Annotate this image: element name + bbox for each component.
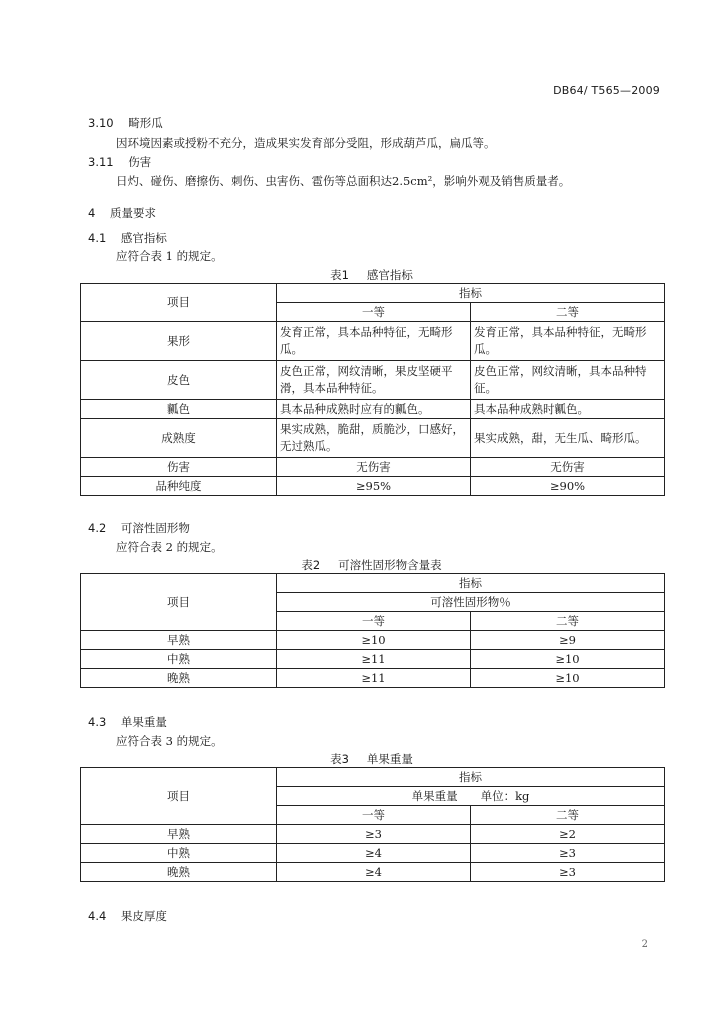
row-item: 皮色 <box>81 361 277 400</box>
section-title: 感官指标 <box>120 231 167 245</box>
row-grade-2: ≥3 <box>471 844 665 863</box>
row-grade-1: 皮色正常，网纹清晰，果皮坚硬平滑，具本品种特征。 <box>277 361 471 400</box>
row-grade-1: 无伤害 <box>277 458 471 477</box>
caption-title: 感官指标 <box>366 268 413 282</box>
table-2-caption <box>80 557 663 573</box>
section-number: 3.10 <box>88 116 114 130</box>
table-row <box>81 844 665 863</box>
row-grade-2: 果实成熟，甜，无生瓜、畸形瓜。 <box>471 419 665 458</box>
header-item: 项目 <box>81 768 277 825</box>
row-item: 品种纯度 <box>81 477 277 496</box>
header-grade-2: 二等 <box>471 806 665 825</box>
table-1-sensory <box>80 283 665 496</box>
table-row <box>81 650 665 669</box>
table-1-caption <box>80 267 663 283</box>
table-row <box>81 361 665 400</box>
row-grade-1: ≥95% <box>277 477 471 496</box>
table-2-soluble-solids <box>80 573 665 688</box>
section-4-3-text: 应符合表 3 的规定。 <box>116 734 223 748</box>
header-item: 项目 <box>81 574 277 631</box>
row-grade-2: 发育正常，具本品种特征，无畸形瓜。 <box>471 322 665 361</box>
row-grade-1: 果实成熟，脆甜，质脆沙，口感好，无过熟瓜。 <box>277 419 471 458</box>
header-grade-2: 二等 <box>471 612 665 631</box>
section-4-3-heading <box>88 714 167 730</box>
row-item: 晚熟 <box>81 669 277 688</box>
row-item: 早熟 <box>81 825 277 844</box>
row-item: 果形 <box>81 322 277 361</box>
table-3-caption <box>80 751 663 767</box>
header-grade-1: 一等 <box>277 303 471 322</box>
row-item: 瓤色 <box>81 400 277 419</box>
row-grade-1: 发育正常，具本品种特征，无畸形瓜。 <box>277 322 471 361</box>
section-3-11-text: 日灼、碰伤、磨擦伤、刺伤、虫害伤、雹伤等总面积达2.5cm²，影响外观及销售质量者。 <box>116 174 571 188</box>
section-4-1-text: 应符合表 1 的规定。 <box>116 249 223 263</box>
row-item: 中熟 <box>81 650 277 669</box>
section-title: 伤害 <box>128 155 152 169</box>
section-4-1-heading <box>88 230 167 246</box>
table-row <box>81 458 665 477</box>
section-3-10-text: 因环境因素或授粉不充分，造成果实发育部分受阻，形成葫芦瓜，扁瓜等。 <box>116 136 496 150</box>
table-row <box>81 669 665 688</box>
header-subindex: 可溶性固形物％ <box>277 593 665 612</box>
section-title: 质量要求 <box>109 206 156 220</box>
header-subindex: 单果重量 单位：kg <box>277 787 665 806</box>
header-grade-1: 一等 <box>277 806 471 825</box>
section-4-4-heading <box>88 908 167 924</box>
page-number: 2 <box>641 939 648 950</box>
table-row <box>81 825 665 844</box>
caption-number: 表1 <box>330 268 349 282</box>
row-grade-2: ≥90% <box>471 477 665 496</box>
header-index: 指标 <box>277 574 665 593</box>
caption-number: 表3 <box>330 752 349 766</box>
section-number: 4.1 <box>88 231 107 245</box>
row-grade-2: ≥10 <box>471 669 665 688</box>
header-index: 指标 <box>277 284 665 303</box>
section-number: 4.4 <box>88 909 107 923</box>
row-grade-1: ≥4 <box>277 863 471 882</box>
section-number: 3.11 <box>88 155 114 169</box>
section-title: 可溶性固形物 <box>120 521 190 535</box>
table-row <box>81 419 665 458</box>
row-grade-2: ≥2 <box>471 825 665 844</box>
header-grade-1: 一等 <box>277 612 471 631</box>
row-grade-2: ≥9 <box>471 631 665 650</box>
section-title: 单果重量 <box>120 715 167 729</box>
row-grade-2: ≥10 <box>471 650 665 669</box>
section-number: 4 <box>88 206 96 220</box>
row-grade-1: ≥10 <box>277 631 471 650</box>
row-grade-1: ≥11 <box>277 669 471 688</box>
section-number: 4.2 <box>88 521 107 535</box>
header-item: 项目 <box>81 284 277 322</box>
section-4-2-heading <box>88 520 190 536</box>
table-row <box>81 400 665 419</box>
row-grade-1: ≥11 <box>277 650 471 669</box>
row-grade-2: 具本品种成熟时瓤色。 <box>471 400 665 419</box>
table-row <box>81 631 665 650</box>
section-title: 畸形瓜 <box>128 116 163 130</box>
header-index: 指标 <box>277 768 665 787</box>
table-row <box>81 863 665 882</box>
row-grade-2: 皮色正常，网纹清晰，具本品种特征。 <box>471 361 665 400</box>
section-number: 4.3 <box>88 715 107 729</box>
table-3-single-fruit-weight <box>80 767 665 882</box>
section-3-10-heading <box>88 115 163 131</box>
row-item: 晚熟 <box>81 863 277 882</box>
section-4-heading <box>88 205 156 221</box>
row-grade-1: ≥3 <box>277 825 471 844</box>
section-4-2-text: 应符合表 2 的规定。 <box>116 540 223 554</box>
row-grade-2: ≥3 <box>471 863 665 882</box>
row-item: 成熟度 <box>81 419 277 458</box>
caption-title: 单果重量 <box>366 752 413 766</box>
row-grade-2: 无伤害 <box>471 458 665 477</box>
row-grade-1: 具本品种成熟时应有的瓤色。 <box>277 400 471 419</box>
section-title: 果皮厚度 <box>120 909 167 923</box>
table-row <box>81 477 665 496</box>
caption-title: 可溶性固形物含量表 <box>338 558 442 572</box>
caption-number: 表2 <box>301 558 321 572</box>
section-3-11-heading <box>88 154 151 170</box>
header-grade-2: 二等 <box>471 303 665 322</box>
document-id: DB64/ T565—2009 <box>553 84 660 97</box>
row-item: 中熟 <box>81 844 277 863</box>
table-row <box>81 322 665 361</box>
row-grade-1: ≥4 <box>277 844 471 863</box>
row-item: 伤害 <box>81 458 277 477</box>
row-item: 早熟 <box>81 631 277 650</box>
